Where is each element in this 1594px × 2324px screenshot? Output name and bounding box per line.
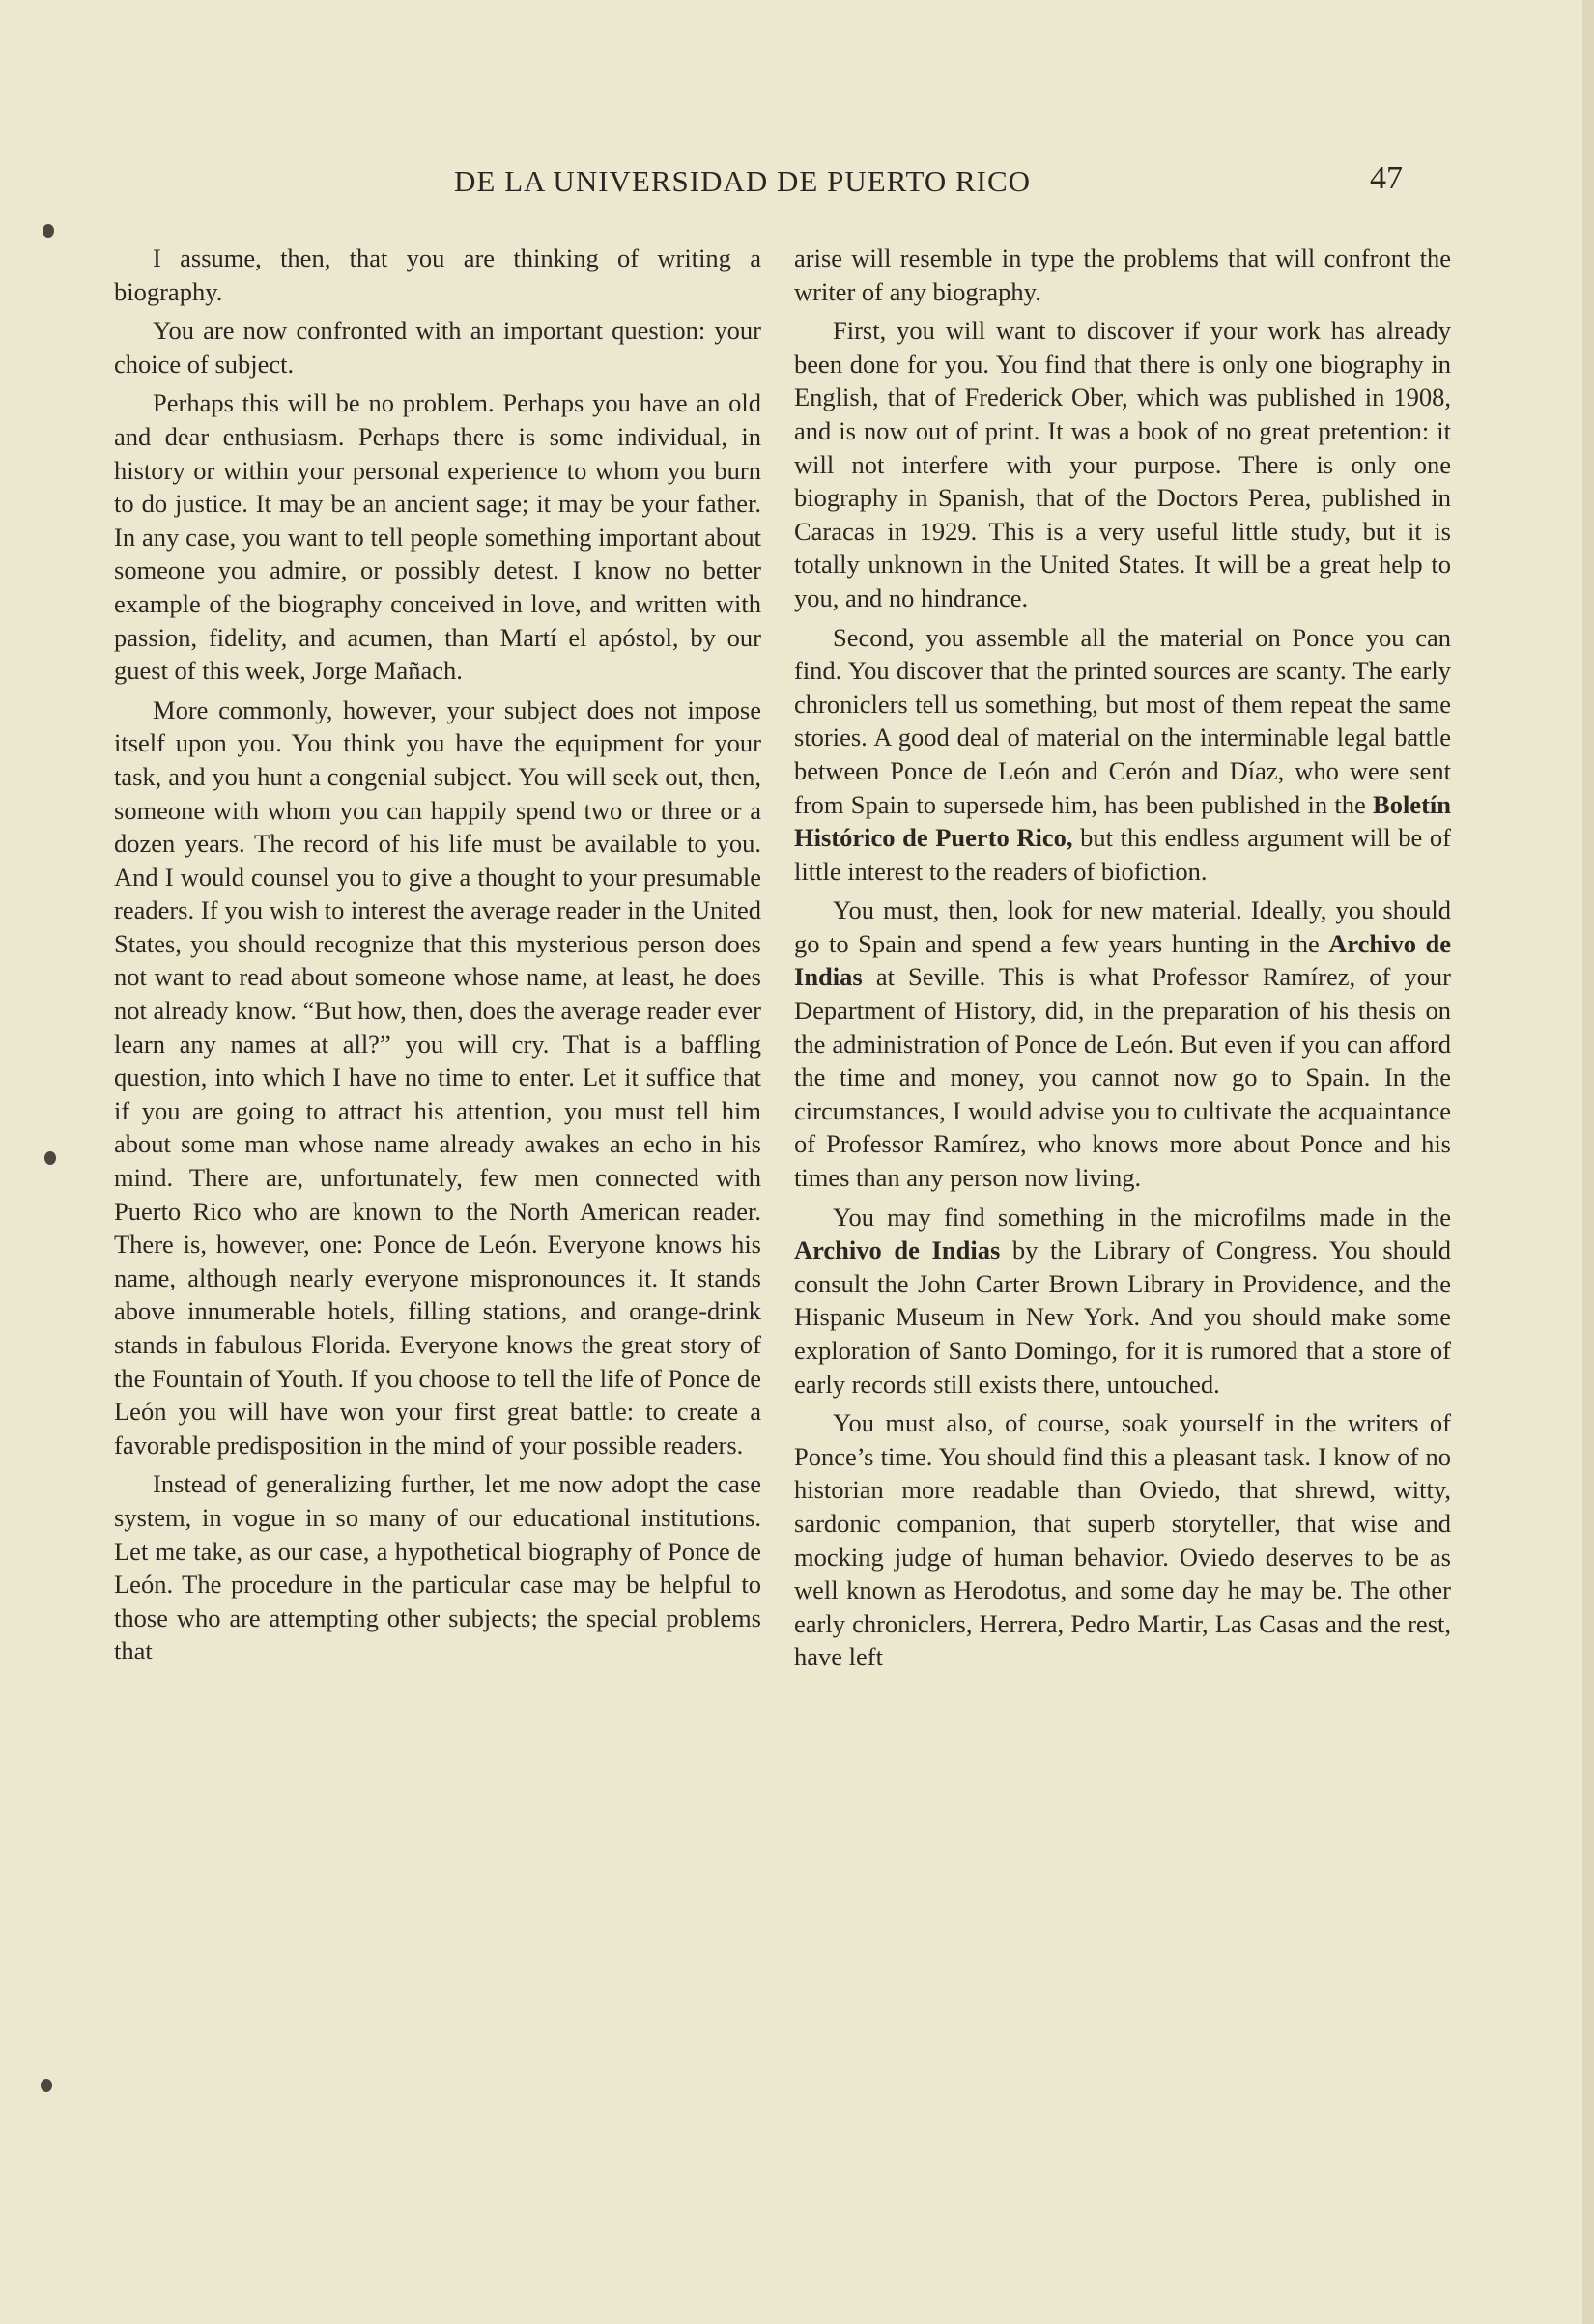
running-head: DE LA UNIVERSIDAD DE PUERTO RICO bbox=[454, 164, 1032, 198]
page-header bbox=[0, 160, 1594, 213]
paragraph: You are now confronted with an important question: your choice of subject. bbox=[114, 316, 761, 379]
margin-mark bbox=[44, 1151, 56, 1165]
text-run: Second, you assemble all the material on Ponce you can find. You discover that the printed sources are scanty. The early chroniclers tell us something, but most of them repeat the same stories. A good deal of material on the interminable legal battle between Ponce de León and Cerón and Díaz, who were sent from Spain to supersede him, has been published in the bbox=[794, 622, 1451, 819]
paragraph bbox=[794, 893, 1451, 1194]
journal-title: Boletín Histórico de Puerto Rico, bbox=[794, 789, 1451, 853]
paragraph: First, you will want to discover if your work has already been done for you. You find that there is only one biography in English, that of Frederick Ober, which was published in 1908, and is now out of print. It was a book of no great pretention: it will not interfere with your purpose. There is only one biography in Spanish, that of the Doctors Perea, published in Caracas in 1929. This is a very useful little study, but it is totally unknown in the United States. It will be a great help to you, and no hindrance. bbox=[794, 316, 1451, 612]
paragraph: arise will resemble in type the problems that will confront the writer of any biography. bbox=[794, 243, 1451, 306]
page-number: 47 bbox=[1370, 160, 1403, 196]
margin-mark bbox=[41, 2079, 52, 2092]
text-run: at Seville. This is what Professor Ramírez, of your Department of History, did, in the preparation of his thesis on the administration of Ponce de León. But even if you can afford the time and money, you cannot now go to Spain. In the circumstances, I would advise you to cultivate the acquaintance of Professor Ramírez, who knows more about Ponce and his times than any person now living. bbox=[794, 962, 1451, 1193]
paragraph: Instead of generalizing further, let me now adopt the case system, in vogue in so many of our educational institutions. Let me take, as our case, a hypothetical biography of Ponce de León. The procedure in the particular case may be helpful to those who are attempting other subjects; the special problems that bbox=[114, 1469, 761, 1666]
page-edge bbox=[1582, 0, 1594, 2324]
paragraph: You must also, of course, soak yourself in the writers of Ponce’s time. You should find this a pleasant task. I know of no historian more readable than Oviedo, that shrewd, witty, sardonic companion, that superb storyteller, that wise and mocking judge of human behavior. Oviedo deserves to be as well known as Herodotus, and some day he may be. The other early chroniclers, Herrera, Pedro Martir, Las Casas and the rest, have left bbox=[794, 1408, 1451, 1672]
paragraph bbox=[794, 621, 1451, 889]
archive-name: Archivo de Indias bbox=[794, 1235, 1001, 1265]
paragraph: I assume, then, that you are thinking of writing a biography. bbox=[114, 243, 761, 306]
text-run: by the Library of Congress. You should consult the John Carter Brown Library in Providence, and the Hispanic Museum in New York. And you should make some exploration of Santo Domingo, for it is rumored that a store of early records still exists there, untouched. bbox=[794, 1235, 1452, 1399]
text-run: You must, then, look for new material. Ideally, you should go to Spain and spend a few years hunting in the bbox=[794, 895, 1451, 958]
paragraph: More commonly, however, your subject does not impose itself upon you. You think you have the equipment for your task, and you hunt a congenial subject. You will seek out, then, someone with whom you can happily spend two or three or a dozen years. The record of his life must be available to you. And I would counsel you to give a thought to your presumable readers. If you wish to interest the average reader in the United States, you should recognize that this mysterious person does not want to read about someone whose name, at least, he does not already know. “But how, then, does the average reader ever learn any names at all?” you will cry. That is a baffling question, into which I have no time to enter. Let it suffice that if you are going to attract his attention, you must tell him about some man whose name already awakes an echo in his mind. There are, unfortunately, few men connected with Puerto Rico who are known to the North American reader. There is, however, one: Ponce de León. Everyone knows his name, although nearly everyone mispronounces it. It stands above innumerable hotels, filling stations, and orange-drink stands in fabulous Florida. Everyone knows the great story of the Fountain of Youth. If you choose to tell the life of Ponce de León you will have won your first great battle: to create a favorable predisposition in the mind of your possible readers. bbox=[114, 694, 761, 1460]
paragraph: Perhaps this will be no problem. Perhaps you have an old and dear enthusiasm. Perhaps there is some individual, in history or within your personal experience to whom you burn to do justice. It may be an ancient sage; it may be your father. In any case, you want to tell people something important about someone you admire, or possibly detest. I know no better example of the biography conceived in love, and written with passion, fidelity, and acumen, than Martí el apóstol, by our guest of this week, Jorge Mañach. bbox=[114, 388, 761, 686]
text-run: You may find something in the microfilms made in the bbox=[833, 1202, 1451, 1232]
left-column bbox=[114, 241, 761, 1674]
right-column bbox=[794, 241, 1451, 1680]
margin-mark bbox=[43, 224, 54, 238]
archive-name: Archivo de Indias bbox=[794, 928, 1451, 992]
paragraph bbox=[794, 1201, 1451, 1402]
text-run: but this endless argument will be of little interest to the readers of biofiction. bbox=[794, 823, 1451, 886]
